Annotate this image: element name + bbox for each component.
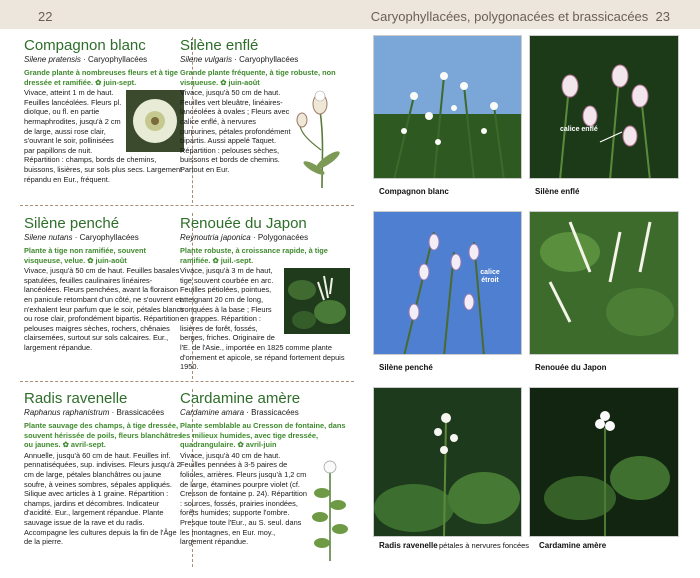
family-name: Polygonacées bbox=[257, 233, 309, 242]
page-number-left: 22 bbox=[38, 9, 53, 24]
entry-title: Silène enflé bbox=[180, 37, 259, 54]
family-name: Caryophyllacées bbox=[239, 55, 299, 64]
entry-body: Vivace, jusqu'à 50 cm de haut. Feuilles basales spatulées, feuilles caulinaires linéaires-lancéolées. Fleurs penchées, avant la floraison en panicule retombant d'un côté, ne s'ouvrent et n'exhalent leur parfum que le soir, pétales blancs ou rose clair, profondément bipartis. Répartition : pelouses maigres sèches, rochers, chênaies clairsemées, surtout sur sols calcaires. Eur., largement répandue. bbox=[24, 266, 184, 352]
season-text: ✿ juil.-sept. bbox=[212, 255, 254, 265]
lead-text: Grande plante à nombreuses fleurs et à tige dressée et ramifiée. bbox=[24, 68, 179, 87]
row-divider bbox=[20, 381, 354, 382]
entry-lead bbox=[24, 421, 184, 450]
row-divider bbox=[20, 205, 354, 206]
cardamine-drawing bbox=[310, 453, 350, 563]
entry-radis-ravenelle bbox=[24, 391, 184, 547]
photo-radis-ravenelle bbox=[373, 387, 522, 537]
latin-name: Reynoutria japonica bbox=[180, 233, 251, 242]
entry-latin: Silene vulgaris · Caryophyllacées bbox=[180, 55, 299, 64]
caption-silene-enfle: Silène enflé bbox=[535, 187, 580, 196]
caption-cardamine-amere: Cardamine amère bbox=[539, 541, 607, 550]
entry-title: Renouée du Japon bbox=[180, 215, 307, 232]
photo-silene-enfle bbox=[529, 35, 679, 179]
silene-drawing bbox=[294, 90, 350, 190]
caption-petales-nervures: pétales à nervures foncées bbox=[439, 541, 530, 550]
family-name: Caryophyllacées bbox=[88, 55, 148, 64]
lead-text: Plante robuste, à croissance rapide, à tige ramifiée. bbox=[180, 246, 328, 265]
season-text: ✿ avril-juin bbox=[237, 440, 277, 450]
body-text: Vivace, jusqu'à 50 cm de haut. Feuilles vert bleuâtre, linéaires-lancéolées à ovales ; Fleurs avec calice enflé, à nervures purpurines, pétales profondément bipartis. Aussi appelé Taquet. Répartition : pelouses sèches, buissons et bords de chemins. Partout en Eur. bbox=[180, 88, 291, 174]
entry-body bbox=[180, 88, 350, 174]
flower-closeup-image bbox=[126, 90, 184, 152]
body-text: Vivace, jusqu'à 40 cm de haut. Feuilles pennées à 3-5 paires de folioles, arrières. Fleurs jusqu'à 1,2 cm de large, étamines pourpre violet (cf. Cresson de fontaine p. 24). Répartition : sources, fossés, prairies inondées, forêts humides; supporte l'ombre. Presque toute l'Eur., au S. seul. dans les montagnes, en Eur. moy., largement répandue. bbox=[180, 450, 307, 547]
entry-lead bbox=[180, 68, 350, 87]
body-text: Vivace, atteint 1 m de haut. Feuilles lancéolées. Fleurs pl. dioïque, ou fl. en partie hermaphrodites, jusqu'à 2 cm de large, aussi rose clair, s'ouvrant le soir, pollinisées par papillons de nuit. Répartition : champs, bords de chemins, buissons, lisières, sur sols plus secs. Largement répandu en Eur., fréquent. bbox=[24, 88, 183, 184]
season-text: ✿ juin-août bbox=[220, 77, 260, 87]
caption-compagnon-blanc: Compagnon blanc bbox=[379, 187, 449, 196]
latin-name: Cardamine amara bbox=[180, 408, 245, 417]
running-head bbox=[371, 9, 670, 24]
season-text: ✿ avril-sept. bbox=[62, 440, 106, 450]
entry-renouee-du-japon bbox=[180, 216, 350, 372]
latin-name: Raphanus raphanistrum bbox=[24, 408, 110, 417]
entry-body: Annuelle, jusqu'à 60 cm de haut. Feuilles inf. pennatiséquées, sup. indivises. Fleurs jusqu'à 2 cm de large, pétales blanchâtres ou jaune soufre, à veines sombres, sépales appliqués. Silique avec articles à 1 graine. Répartition : champs, jardins et décombres. Indicateur d'acidité. Eur., largement répandue. Plante sauvage issue de la rave et du radis. Accompagne les cultures depuis la fin de l'Âge de la pierre. bbox=[24, 450, 181, 547]
lead-text: Grande plante fréquente, à tige robuste, non visqueuse. bbox=[180, 68, 336, 87]
lead-text: Plante sauvage des champs, à tige dressée, souvent hérissée de poils, fleurs blanchâtres ou jaunes. bbox=[24, 421, 183, 450]
photo-cardamine-amere bbox=[529, 387, 679, 537]
season-text: ✿ juin-août bbox=[87, 255, 127, 265]
entry-title: Cardamine amère bbox=[180, 390, 301, 407]
entry-lead bbox=[24, 68, 184, 87]
lead-text: Plante à tige non ramifiée, souvent visqueuse, velue. bbox=[24, 246, 146, 265]
lead-text: Plante semblable au Cresson de fontaine, dans les milieux humides, avec tige dressée, quadrangulaire. bbox=[180, 421, 346, 450]
entry-silene-penche bbox=[24, 216, 184, 353]
entry-latin: Reynoutria japonica · Polygonacées bbox=[180, 233, 309, 242]
entry-title: Compagnon blanc bbox=[24, 37, 146, 54]
entry-body bbox=[180, 266, 350, 372]
entry-lead bbox=[180, 421, 350, 450]
photo-compagnon-blanc bbox=[373, 35, 522, 179]
page-number-right: 23 bbox=[655, 9, 670, 24]
entry-cardamine-amere bbox=[180, 391, 350, 565]
running-head-text: Caryophyllacées, polygonacées et brassicacées bbox=[370, 9, 649, 24]
entry-title: Silène penché bbox=[24, 215, 120, 232]
entry-body bbox=[180, 451, 350, 547]
entry-latin: Silene nutans · Caryophyllacées bbox=[24, 233, 139, 242]
right-page bbox=[365, 29, 700, 578]
entry-compagnon-blanc bbox=[24, 38, 184, 184]
latin-name: Silene vulgaris bbox=[180, 55, 233, 64]
knotweed-image bbox=[284, 268, 350, 334]
body-text: Vivace, jusqu'à 3 m de haut, tige souvent courbée en arc. Feuilles pétiolées, pointues, atteignant 20 cm de long, tronquées à la base ; Fleurs en grappes. Répartition : lisières de forêt, fossés, berges, friches. Originaire de l'E. de l'Asie., importée en 1825 comme plante d'ornement et apicole, se répand fortement depuis 1950. bbox=[180, 266, 345, 372]
entry-lead bbox=[24, 246, 184, 265]
callout-calice-enfle: calice enflé bbox=[560, 126, 598, 133]
family-name: Caryophyllacées bbox=[79, 233, 139, 242]
entry-lead bbox=[180, 246, 350, 265]
entry-title: Radis ravenelle bbox=[24, 390, 128, 407]
entry-latin: Silene pratensis · Caryophyllacées bbox=[24, 55, 148, 64]
entry-body bbox=[24, 88, 184, 184]
latin-name: Silene pratensis bbox=[24, 55, 81, 64]
entry-latin: Cardamine amara · Brassicacées bbox=[180, 408, 299, 417]
season-text: ✿ juin-sept. bbox=[95, 77, 137, 87]
caption-renouee-du-japon: Renouée du Japon bbox=[535, 363, 607, 372]
entry-silene-enfle bbox=[180, 38, 350, 192]
latin-name: Silene nutans bbox=[24, 233, 73, 242]
entry-latin: Raphanus raphanistrum · Brassicacées bbox=[24, 408, 165, 417]
caption-silene-penche: Silène penché bbox=[379, 363, 433, 372]
caption-radis-ravenelle: Radis ravenelle bbox=[379, 541, 438, 550]
callout-calice-etroit: calice étroit bbox=[480, 269, 500, 284]
family-name: Brassicacées bbox=[251, 408, 299, 417]
photo-renouee-du-japon bbox=[529, 211, 679, 355]
family-name: Brassicacées bbox=[116, 408, 165, 417]
left-page bbox=[20, 29, 362, 578]
